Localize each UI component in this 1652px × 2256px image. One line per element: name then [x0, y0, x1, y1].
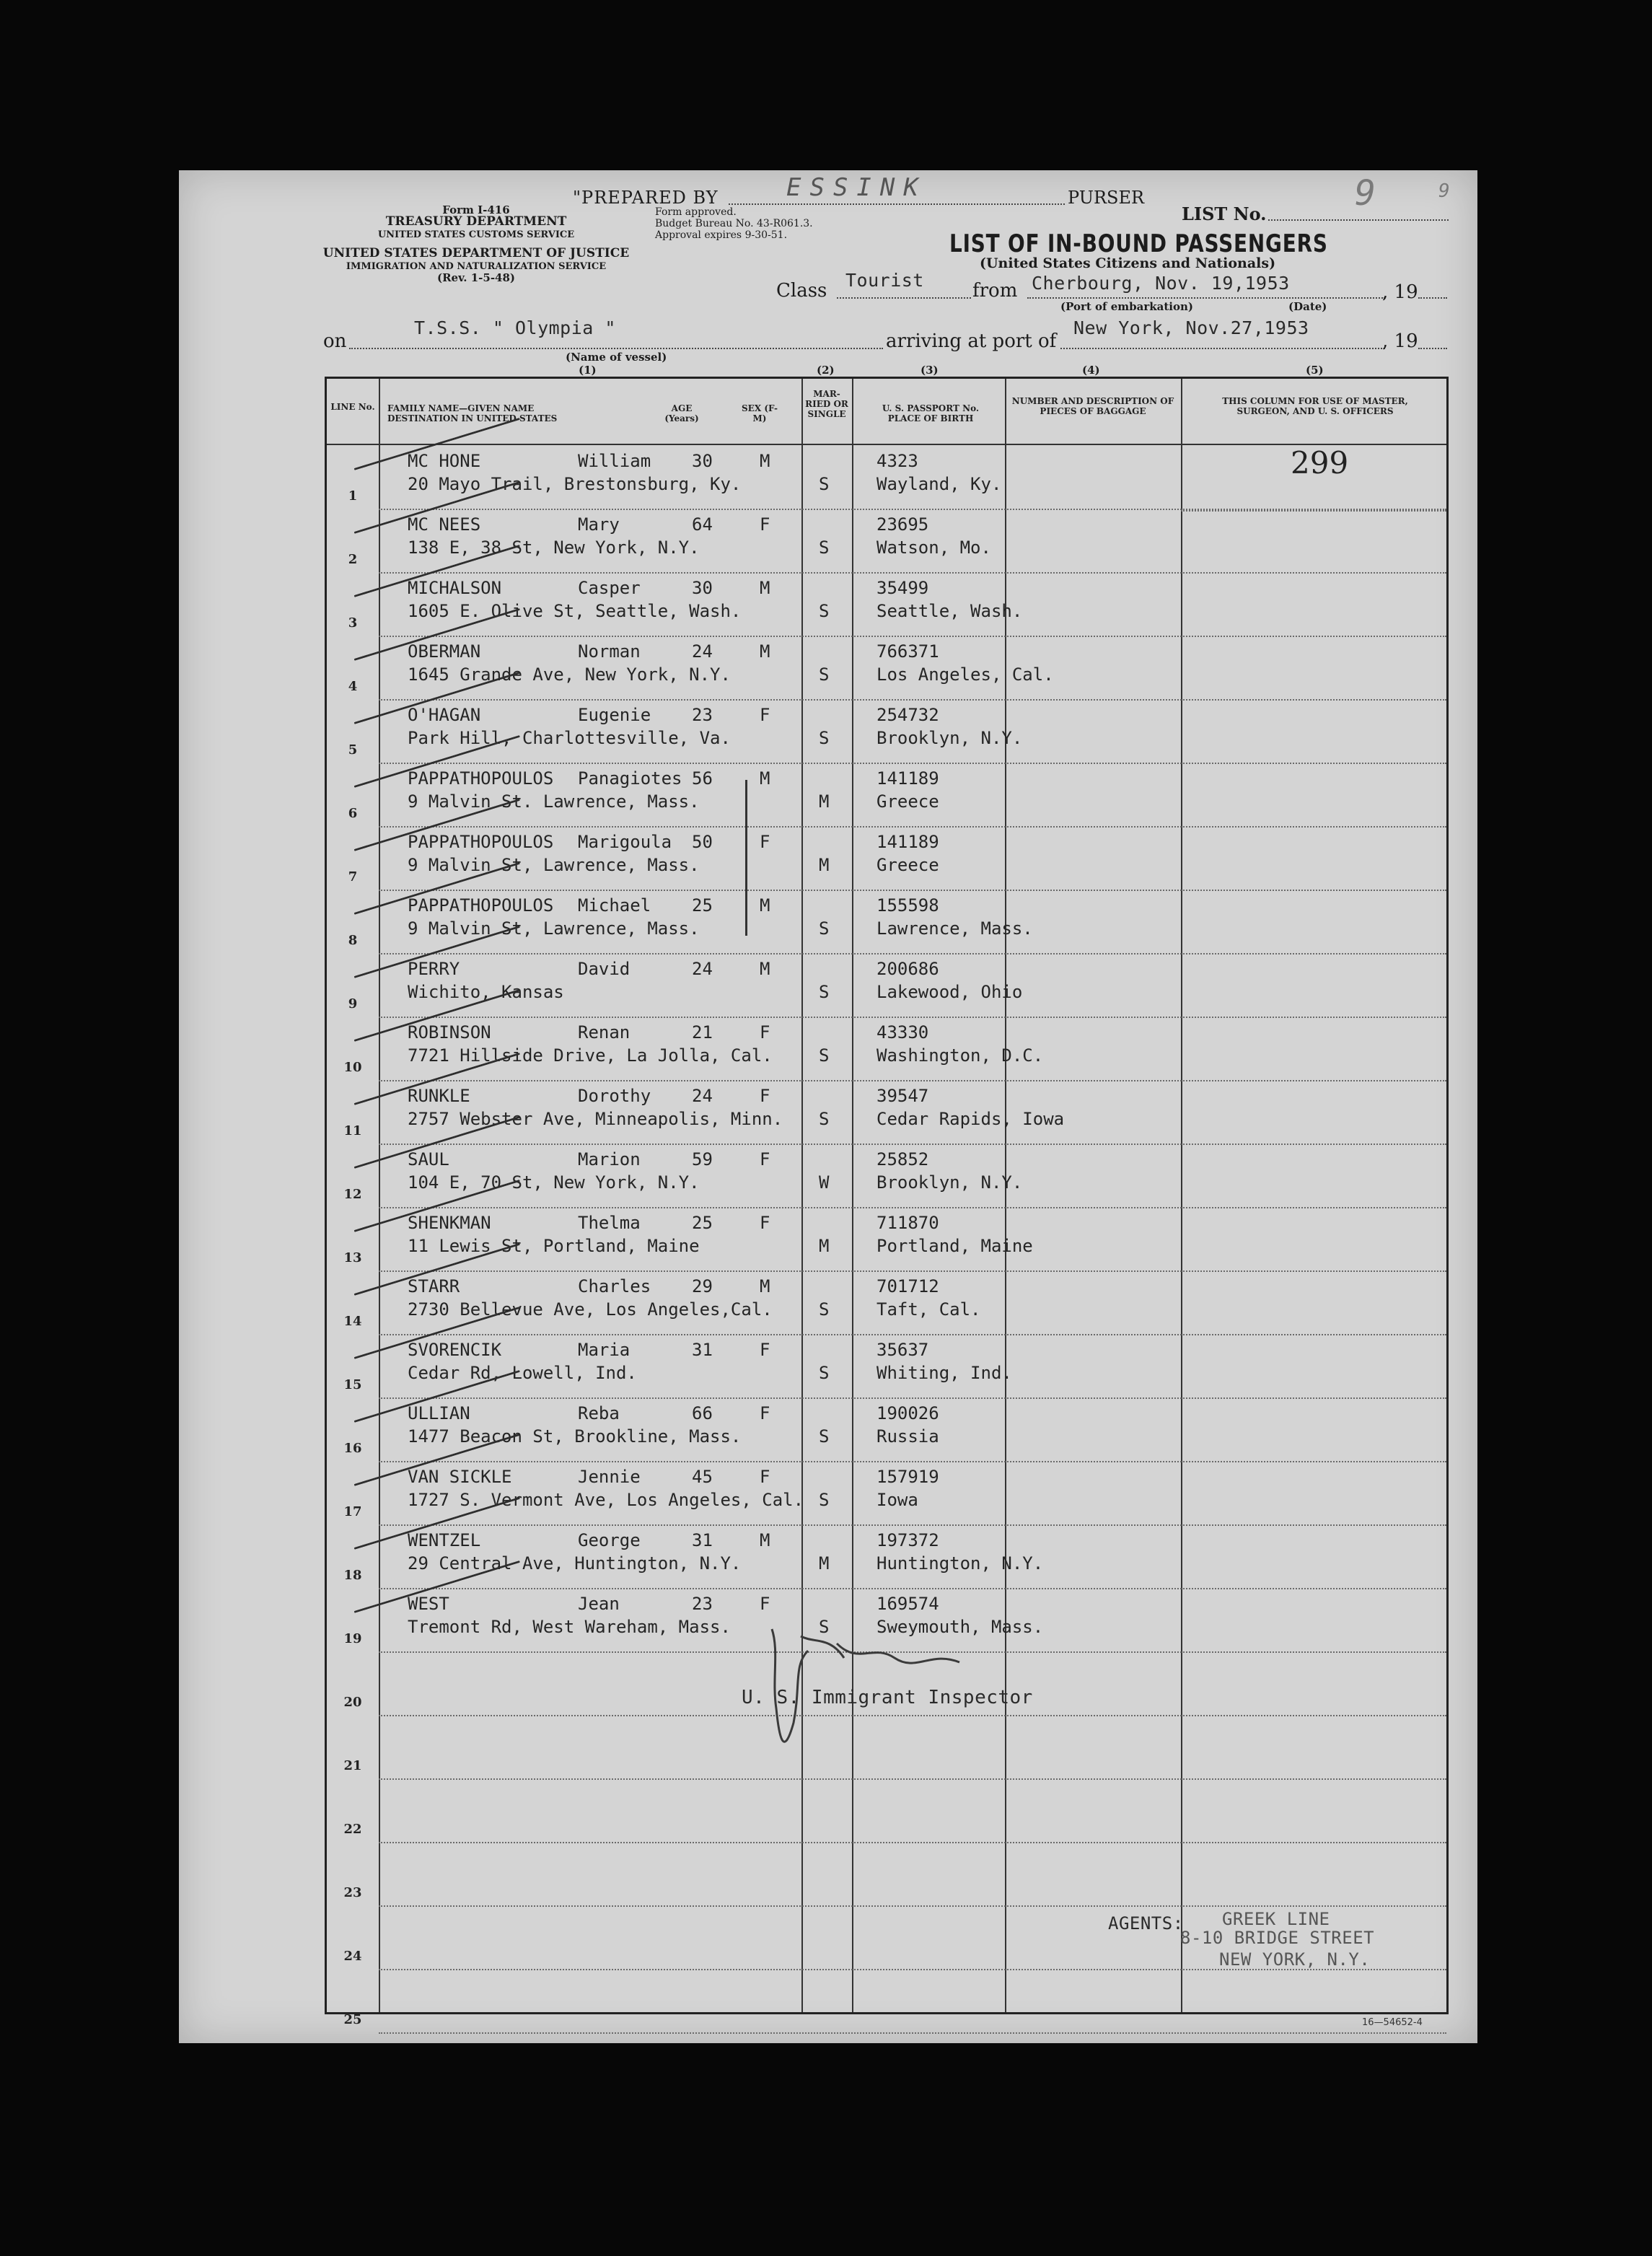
place-of-birth: Lawrence, Mass.	[876, 918, 1033, 939]
passenger-sex: F	[760, 1467, 770, 1487]
line-number: 15	[343, 1377, 362, 1392]
passenger-given-name: Panagiotes	[578, 768, 682, 789]
form-code: 16—54652-4	[1362, 2017, 1423, 2028]
passenger-family-name: ULLIAN	[408, 1403, 470, 1423]
inspector-title: U. S. Immigrant Inspector	[742, 1687, 1033, 1708]
passenger-given-name: Michael	[578, 895, 651, 916]
passenger-given-name: Dorothy	[578, 1086, 651, 1106]
table-row	[327, 1019, 1451, 1083]
place-of-birth: Portland, Maine	[876, 1236, 1033, 1256]
table-row	[327, 575, 1451, 638]
place-of-birth: Los Angeles, Cal.	[876, 664, 1054, 685]
passenger-given-name: Charles	[578, 1276, 651, 1296]
passenger-destination: 11 Lewis St, Portland, Maine	[408, 1236, 700, 1256]
passenger-marital-status: M	[819, 855, 830, 875]
form-number: Form I-416	[442, 203, 510, 216]
passenger-sex: M	[760, 451, 770, 471]
line-number: 11	[343, 1123, 362, 1138]
passenger-family-name: OBERMAN	[408, 641, 481, 662]
passport-number: 711870	[876, 1213, 939, 1233]
table-row	[327, 892, 1451, 956]
passenger-destination: 7721 Hillside Drive, La Jolla, Cal.	[408, 1045, 773, 1066]
column-number: (4)	[1082, 364, 1100, 377]
line-number: 23	[343, 1885, 362, 1900]
passenger-family-name: SHENKMAN	[408, 1213, 491, 1233]
row-divider	[379, 1905, 1446, 1907]
passenger-age: 50	[692, 832, 713, 852]
table-row	[327, 1146, 1451, 1210]
passport-number: 254732	[876, 705, 939, 725]
passenger-sex: M	[760, 641, 770, 662]
passenger-destination: Wichito, Kansas	[408, 982, 564, 1002]
passenger-age: 56	[692, 768, 713, 789]
passenger-sex: F	[760, 832, 770, 852]
passport-number: 141189	[876, 832, 939, 852]
agents-line-2: 8-10 BRIDGE STREET	[1180, 1928, 1375, 1948]
prepared-by-label: "PREPARED BY	[573, 188, 719, 208]
passenger-sex: F	[760, 1086, 770, 1106]
table-row	[327, 638, 1451, 702]
passport-number: 155598	[876, 895, 939, 916]
passenger-marital-status: S	[819, 1299, 830, 1320]
vessel-fill	[349, 348, 883, 349]
header-officers: THIS COLUMN FOR USE OF MASTER, SURGEON, AND U. S. OFFICERS	[1222, 396, 1408, 416]
year-fill	[1418, 297, 1447, 299]
passport-number: 23695	[876, 514, 929, 535]
date-caption: (Date)	[1288, 300, 1327, 313]
passenger-age: 21	[692, 1022, 713, 1043]
form-revision: (Rev. 1-5-48)	[436, 271, 516, 284]
passport-number: 190026	[876, 1403, 939, 1423]
passport-number: 141189	[876, 768, 939, 789]
line-number: 9	[348, 996, 358, 1011]
prepared-by-fill	[729, 203, 1065, 205]
passenger-sex: M	[760, 578, 770, 598]
passenger-sex: M	[760, 768, 770, 789]
passenger-given-name: Casper	[578, 578, 641, 598]
passenger-given-name: Thelma	[578, 1213, 641, 1233]
year-suffix: , 19	[1382, 281, 1418, 303]
passport-number: 197372	[876, 1530, 939, 1550]
line-number: 17	[343, 1504, 362, 1519]
line-number: 7	[348, 869, 358, 885]
passenger-given-name: George	[578, 1530, 641, 1550]
year-suffix: , 19	[1382, 330, 1418, 352]
passport-number: 766371	[876, 641, 939, 662]
passenger-marital-status: S	[819, 1109, 830, 1129]
passenger-given-name: Maria	[578, 1340, 631, 1360]
passport-number: 157919	[876, 1467, 939, 1487]
passenger-family-name: O'HAGAN	[408, 705, 481, 725]
purser-label: PURSER	[1068, 188, 1145, 208]
prepared-by-signature: ESSINK	[786, 173, 927, 202]
passenger-age: 66	[692, 1403, 713, 1423]
officer-stamp-number: 299	[1291, 445, 1349, 480]
corner-mark: 9	[1438, 180, 1459, 202]
header-sex: SEX (F-M)	[742, 403, 778, 423]
place-of-birth: Sweymouth, Mass.	[876, 1617, 1044, 1637]
place-of-birth: Greece	[876, 791, 939, 812]
passenger-destination: 9 Malvin St, Lawrence, Mass.	[408, 918, 700, 939]
place-of-birth: Watson, Mo.	[876, 537, 991, 558]
class-label: Class	[776, 280, 827, 302]
passenger-sex: F	[760, 1340, 770, 1360]
passenger-marital-status: W	[819, 1172, 830, 1193]
passenger-sex: M	[760, 959, 770, 979]
passenger-given-name: Renan	[578, 1022, 631, 1043]
agents-line-3: NEW YORK, N.Y.	[1219, 1949, 1371, 1970]
passenger-given-name: David	[578, 959, 631, 979]
header-name: FAMILY NAME—GIVEN NAME	[387, 403, 535, 413]
passport-number: 35499	[876, 578, 929, 598]
class-fill	[837, 297, 971, 299]
passenger-family-name: MC HONE	[408, 451, 481, 471]
port-embarkation-caption: (Port of embarkation)	[1060, 300, 1193, 313]
table-row	[327, 765, 1451, 829]
immigration-service: IMMIGRATION AND NATURALIZATION SERVICE	[346, 261, 607, 272]
header-marital: MAR-RIED OR SINGLE	[805, 389, 848, 419]
passenger-marital-status: S	[819, 601, 830, 621]
place-of-birth: Huntington, N.Y.	[876, 1553, 1044, 1574]
passenger-sex: M	[760, 1276, 770, 1296]
header-baggage: NUMBER AND DESCRIPTION OF PIECES OF BAGGAGE	[1011, 396, 1174, 416]
passenger-marital-status: S	[819, 474, 830, 494]
row-divider	[379, 1778, 1446, 1780]
passenger-family-name: SVORENCIK	[408, 1340, 502, 1360]
passenger-marital-status: S	[819, 537, 830, 558]
table-row	[327, 956, 1451, 1019]
passenger-age: 24	[692, 641, 713, 662]
passenger-destination: 29 Central Ave, Huntington, N.Y.	[408, 1553, 742, 1574]
passenger-age: 29	[692, 1276, 713, 1296]
passenger-sex: F	[760, 1594, 770, 1614]
passenger-family-name: VAN SICKLE	[408, 1467, 512, 1487]
passenger-marital-status: S	[819, 982, 830, 1002]
line-number: 12	[343, 1187, 362, 1202]
place-of-birth: Taft, Cal.	[876, 1299, 981, 1320]
passenger-given-name: Reba	[578, 1403, 620, 1423]
passenger-given-name: Marion	[578, 1149, 641, 1169]
vessel-caption: (Name of vessel)	[566, 351, 667, 364]
passenger-marital-status: S	[819, 1045, 830, 1066]
passenger-age: 25	[692, 1213, 713, 1233]
table-row	[327, 1083, 1451, 1146]
line-number: 19	[343, 1631, 362, 1646]
passenger-marital-status: S	[819, 1363, 830, 1383]
column-number: (2)	[817, 364, 835, 377]
column-number: (1)	[579, 364, 597, 377]
row-divider	[379, 2032, 1446, 2034]
budget-bureau: Budget Bureau No. 43-R061.3.	[655, 218, 813, 229]
passenger-destination: 104 E, 70 St, New York, N.Y.	[408, 1172, 700, 1193]
table-row	[327, 448, 1451, 512]
passenger-family-name: MC NEES	[408, 514, 481, 535]
passenger-family-name: STARR	[408, 1276, 460, 1296]
agents-label: AGENTS:	[1108, 1913, 1184, 1934]
passenger-family-name: SAUL	[408, 1149, 449, 1169]
place-of-birth: Whiting, Ind.	[876, 1363, 1012, 1383]
place-of-birth: Lakewood, Ohio	[876, 982, 1023, 1002]
line-number: 4	[348, 679, 358, 694]
passenger-sex: F	[760, 1022, 770, 1043]
place-of-birth: Seattle, Wash.	[876, 601, 1023, 621]
passenger-family-name: WENTZEL	[408, 1530, 481, 1550]
passport-number: 4323	[876, 451, 918, 471]
passenger-sex: F	[760, 1149, 770, 1169]
passenger-given-name: Jennie	[578, 1467, 641, 1487]
passenger-marital-status: S	[819, 728, 830, 748]
table-row	[327, 1273, 1451, 1337]
line-number: 13	[343, 1250, 362, 1265]
header-destination: DESTINATION IN UNITED STATES	[387, 413, 558, 423]
passenger-age: 23	[692, 705, 713, 725]
passenger-sex: F	[760, 1213, 770, 1233]
line-number: 1	[348, 488, 358, 504]
passenger-age: 24	[692, 959, 713, 979]
column-number: (5)	[1306, 364, 1324, 377]
passenger-destination: 1645 Grande Ave, New York, N.Y.	[408, 664, 731, 685]
table-row	[327, 829, 1451, 892]
passenger-family-name: MICHALSON	[408, 578, 502, 598]
passenger-family-name: RUNKLE	[408, 1086, 470, 1106]
passenger-marital-status: S	[819, 918, 830, 939]
form-approved: Form approved.	[655, 206, 737, 218]
row-divider	[379, 1842, 1446, 1843]
header-line-no: LINE No.	[330, 402, 375, 412]
passenger-age: 31	[692, 1340, 713, 1360]
arriving-label: arriving at port of	[886, 330, 1057, 352]
header-age: AGE (Years)	[664, 403, 699, 423]
year-fill	[1418, 348, 1447, 349]
passenger-given-name: Mary	[578, 514, 620, 535]
passenger-destination: 9 Malvin St, Lawrence, Mass.	[408, 855, 700, 875]
passenger-family-name: PAPPATHOPOULOS	[408, 895, 554, 916]
agents-line-1: GREEK LINE	[1222, 1909, 1330, 1929]
passenger-given-name: Norman	[578, 641, 641, 662]
passenger-destination: Park Hill, Charlottesville, Va.	[408, 728, 731, 748]
passenger-given-name: William	[578, 451, 651, 471]
passenger-destination: 1727 S. Vermont Ave, Los Angeles, Cal.	[408, 1490, 804, 1510]
approval-expiry: Approval expires 9-30-51.	[655, 229, 788, 241]
passenger-sex: F	[760, 705, 770, 725]
passenger-family-name: PAPPATHOPOULOS	[408, 768, 554, 789]
passenger-age: 59	[692, 1149, 713, 1169]
header-passport: U. S. PASSPORT No. PLACE OF BIRTH	[882, 403, 980, 423]
passenger-given-name: Marigoula	[578, 832, 672, 852]
list-no-fill	[1268, 219, 1449, 221]
arriving-fill	[1060, 348, 1385, 349]
passenger-given-name: Jean	[578, 1594, 620, 1614]
list-no-label: LIST No.	[1182, 203, 1267, 224]
passenger-sex: M	[760, 1530, 770, 1550]
document-title: LIST OF IN-BOUND PASSENGERS	[949, 229, 1328, 258]
passport-number: 25852	[876, 1149, 929, 1169]
place-of-birth: Washington, D.C.	[876, 1045, 1044, 1066]
line-number: 18	[343, 1568, 362, 1583]
passenger-marital-status: S	[819, 1617, 830, 1637]
passenger-destination: 1477 Beacon St, Brookline, Mass.	[408, 1426, 742, 1447]
line-number: 20	[343, 1695, 362, 1710]
line-number: 10	[343, 1060, 362, 1075]
place-of-birth: Wayland, Ky.	[876, 474, 1002, 494]
place-of-birth: Iowa	[876, 1490, 918, 1510]
document-subtitle: (United States Citizens and Nationals)	[980, 255, 1276, 271]
passenger-age: 23	[692, 1594, 713, 1614]
passport-number: 200686	[876, 959, 939, 979]
passenger-age: 30	[692, 578, 713, 598]
line-number: 22	[343, 1822, 362, 1837]
passenger-age: 25	[692, 895, 713, 916]
passenger-sex: M	[760, 895, 770, 916]
column-number: (3)	[921, 364, 939, 377]
place-of-birth: Brooklyn, N.Y.	[876, 1172, 1023, 1193]
table-row	[327, 1210, 1451, 1273]
passenger-marital-status: S	[819, 1426, 830, 1447]
line-number: 21	[343, 1758, 362, 1773]
class-value: Tourist	[845, 270, 924, 291]
treasury-department: TREASURY DEPARTMENT	[385, 214, 567, 229]
passenger-age: 24	[692, 1086, 713, 1106]
passenger-destination: 9 Malvin St. Lawrence, Mass.	[408, 791, 700, 812]
passenger-destination: 2730 Bellevue Ave, Los Angeles,Cal.	[408, 1299, 773, 1320]
passenger-age: 30	[692, 451, 713, 471]
from-value: Cherbourg, Nov. 19,1953	[1032, 273, 1290, 294]
passenger-marital-status: S	[819, 1490, 830, 1510]
line-number: 16	[343, 1441, 362, 1456]
passenger-marital-status: S	[819, 664, 830, 685]
table-row	[327, 1527, 1451, 1591]
line-number: 14	[343, 1314, 362, 1329]
family-bracket	[745, 780, 747, 936]
passenger-family-name: PERRY	[408, 959, 460, 979]
passport-number: 43330	[876, 1022, 929, 1043]
line-number: 25	[343, 2012, 362, 2027]
table-row	[327, 512, 1451, 575]
line-number: 5	[348, 742, 358, 758]
passenger-age: 45	[692, 1467, 713, 1487]
table-row	[327, 1400, 1451, 1464]
header-divider	[327, 444, 1446, 445]
passenger-destination: 20 Mayo Trail, Brestonsburg, Ky.	[408, 474, 742, 494]
place-of-birth: Russia	[876, 1426, 939, 1447]
place-of-birth: Brooklyn, N.Y.	[876, 728, 1023, 748]
on-label: on	[323, 330, 347, 352]
customs-service: UNITED STATES CUSTOMS SERVICE	[377, 229, 575, 240]
passenger-destination: 1605 E. Olive St, Seattle, Wash.	[408, 601, 742, 621]
from-label: from	[972, 280, 1018, 302]
passport-number: 701712	[876, 1276, 939, 1296]
passenger-family-name: WEST	[408, 1594, 449, 1614]
arriving-value: New York, Nov.27,1953	[1073, 317, 1309, 338]
passenger-family-name: PAPPATHOPOULOS	[408, 832, 554, 852]
passport-number: 169574	[876, 1594, 939, 1614]
line-number: 2	[348, 552, 358, 567]
passenger-sex: F	[760, 514, 770, 535]
vessel-name: T.S.S. " Olympia "	[414, 317, 616, 338]
list-no-value: 9	[1355, 173, 1384, 214]
passport-number: 35637	[876, 1340, 929, 1360]
passenger-marital-status: M	[819, 791, 830, 812]
line-number: 8	[348, 933, 358, 948]
passport-number: 39547	[876, 1086, 929, 1106]
passenger-age: 31	[692, 1530, 713, 1550]
place-of-birth: Greece	[876, 855, 939, 875]
passenger-marital-status: M	[819, 1236, 830, 1256]
passenger-destination: 2757 Webster Ave, Minneapolis, Minn.	[408, 1109, 783, 1129]
passenger-marital-status: M	[819, 1553, 830, 1574]
from-fill	[1027, 297, 1385, 299]
passenger-destination: 138 E, 38 St, New York, N.Y.	[408, 537, 700, 558]
line-number: 3	[348, 615, 358, 631]
place-of-birth: Cedar Rapids, Iowa	[876, 1109, 1065, 1129]
table-row	[327, 1464, 1451, 1527]
line-number: 24	[343, 1949, 362, 1964]
line-number: 6	[348, 806, 358, 821]
passenger-sex: F	[760, 1403, 770, 1423]
table-row	[327, 702, 1451, 765]
passenger-destination: Tremont Rd, West Wareham, Mass.	[408, 1617, 731, 1637]
passenger-given-name: Eugenie	[578, 705, 651, 725]
justice-department: UNITED STATES DEPARTMENT OF JUSTICE	[322, 246, 630, 260]
passenger-age: 64	[692, 514, 713, 535]
passenger-destination: Cedar Rd, Lowell, Ind.	[408, 1363, 637, 1383]
passenger-family-name: ROBINSON	[408, 1022, 491, 1043]
table-row	[327, 1337, 1451, 1400]
